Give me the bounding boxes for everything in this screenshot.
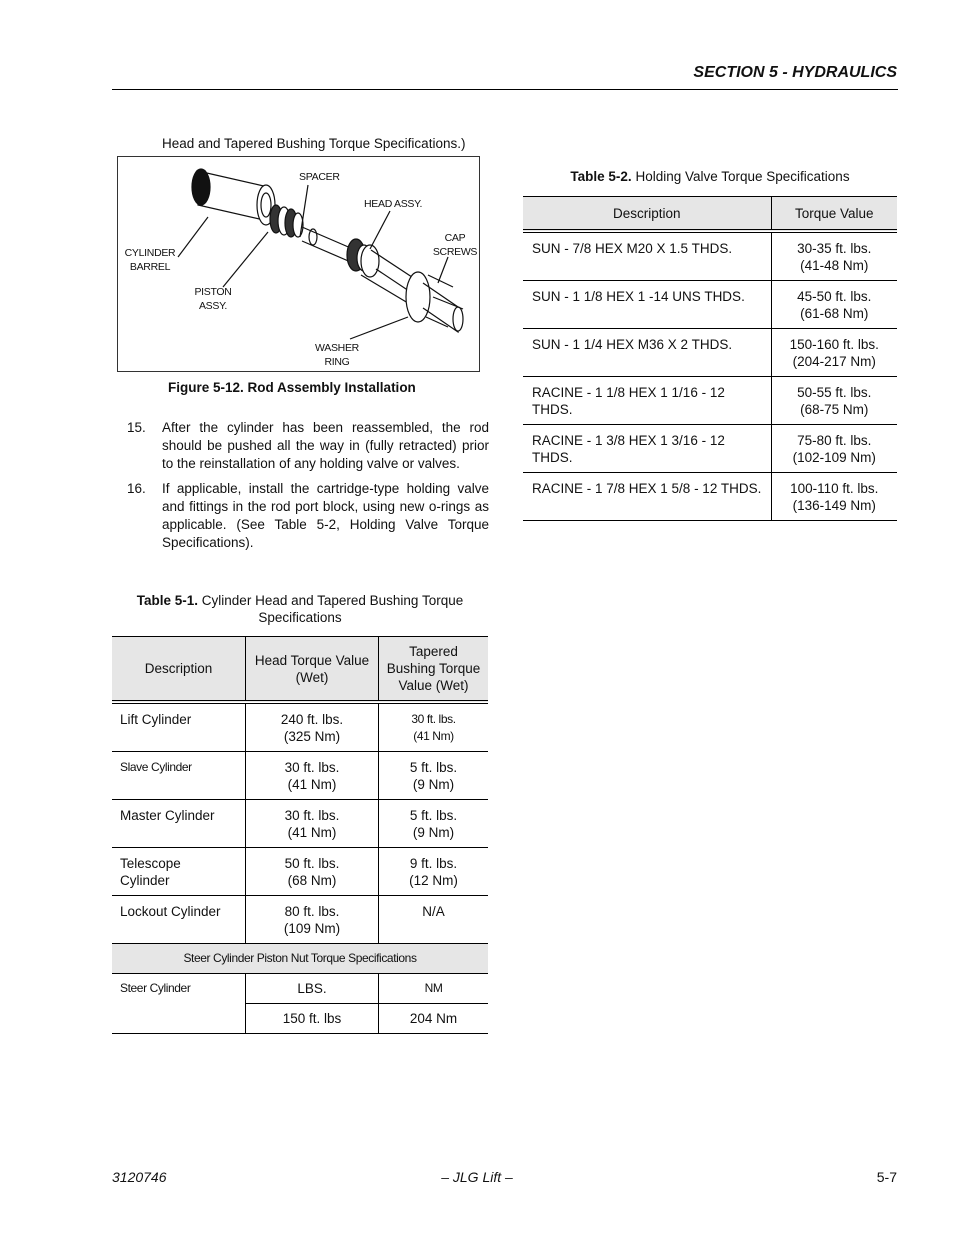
table-row: RACINE - 1 7/8 HEX 1 5/8 - 12 THDS. 100-110 ft. lbs. (136-149 Nm) [523, 473, 897, 521]
step-text: After the cylinder has been reassembled, the rod should be pushed all the way in (fully retracted) prior to the reinstallation of any holding valve or valves. [162, 420, 489, 471]
document-number: 3120746 [112, 1169, 167, 1185]
table-row: 150 ft. lbs 204 Nm [112, 1004, 488, 1034]
table-row: Slave Cylinder 30 ft. lbs. (41 Nm) 5 ft. lbs. (9 Nm) [112, 752, 488, 800]
figure-caption: Figure 5-12. Rod Assembly Installation [168, 380, 416, 395]
table-row: SUN - 1 1/8 HEX 1 -14 UNS THDS. 45-50 ft. lbs. (61-68 Nm) [523, 281, 897, 329]
col-head-torque: Head Torque Value (Wet) [246, 637, 379, 703]
section-title: SECTION 5 - HYDRAULICS [693, 64, 897, 81]
step-15 [127, 419, 489, 473]
footer-brand: – JLG Lift – [441, 1169, 513, 1185]
procedure-steps [127, 419, 489, 559]
col-bushing-torque: Tapered Bushing Torque Value (Wet) [379, 637, 489, 703]
table-row: Steer Cylinder LBS. NM [112, 974, 488, 1004]
table-row: Lockout Cylinder 80 ft. lbs. (109 Nm) N/A [112, 896, 488, 944]
table-row: Lift Cylinder 240 ft. lbs. (325 Nm) 30 ft. lbs. (41 Nm) [112, 702, 488, 752]
label-cylinder-barrel: CYLINDER BARREL [124, 247, 176, 273]
table-row: RACINE - 1 1/8 HEX 1 1/16 - 12 THDS. 50-55 ft. lbs. (68-75 Nm) [523, 377, 897, 425]
label-spacer: SPACER [299, 171, 340, 183]
header-rule [112, 89, 898, 90]
table-header-row [112, 637, 488, 703]
table-header-row [523, 197, 897, 232]
page-number: 5-7 [876, 1169, 897, 1185]
table1-caption: Table 5-1. Cylinder Head and Tapered Bushing Torque Specifications [136, 593, 464, 625]
table2-caption: Table 5-2. Holding Valve Torque Specifications [570, 169, 850, 184]
label-cap-screws: CAP SCREWS [432, 232, 478, 258]
col-description: Description [523, 197, 771, 232]
table-row: Master Cylinder 30 ft. lbs. (41 Nm) 5 ft. lbs. (9 Nm) [112, 800, 488, 848]
label-piston-assy: PISTON ASSY. [194, 286, 232, 312]
table-row: SUN - 7/8 HEX M20 X 1.5 THDS. 30-35 ft. lbs. (41-48 Nm) [523, 231, 897, 281]
label-washer-ring: WASHER RING [315, 342, 359, 368]
col-description: Description [112, 637, 246, 703]
table-row: SUN - 1 1/4 HEX M36 X 2 THDS. 150-160 ft. lbs. (204-217 Nm) [523, 329, 897, 377]
table-row: RACINE - 1 3/8 HEX 1 3/16 - 12 THDS. 75-80 ft. lbs. (102-109 Nm) [523, 425, 897, 473]
step-number: 16. [127, 481, 146, 496]
rod-assembly-figure [117, 156, 480, 372]
step-number: 15. [127, 420, 146, 435]
col-torque-value: Torque Value [771, 197, 897, 232]
label-head-assy: HEAD ASSY. [364, 198, 423, 210]
intro-text: Head and Tapered Bushing Torque Specifications.) [162, 136, 466, 151]
table-row: Telescope Cylinder 50 ft. lbs. (68 Nm) 9 ft. lbs. (12 Nm) [112, 848, 488, 896]
step-16 [127, 480, 489, 552]
step-text: If applicable, install the cartridge-type holding valve and fittings in the rod port block, using new o-rings as applicable. (See Table 5-2, Holding Valve Torque Specifications). [162, 481, 489, 550]
holding-valve-torque-table [523, 196, 897, 521]
cylinder-torque-table [112, 636, 488, 1034]
steer-header-row: Steer Cylinder Piston Nut Torque Specifications [112, 944, 488, 974]
